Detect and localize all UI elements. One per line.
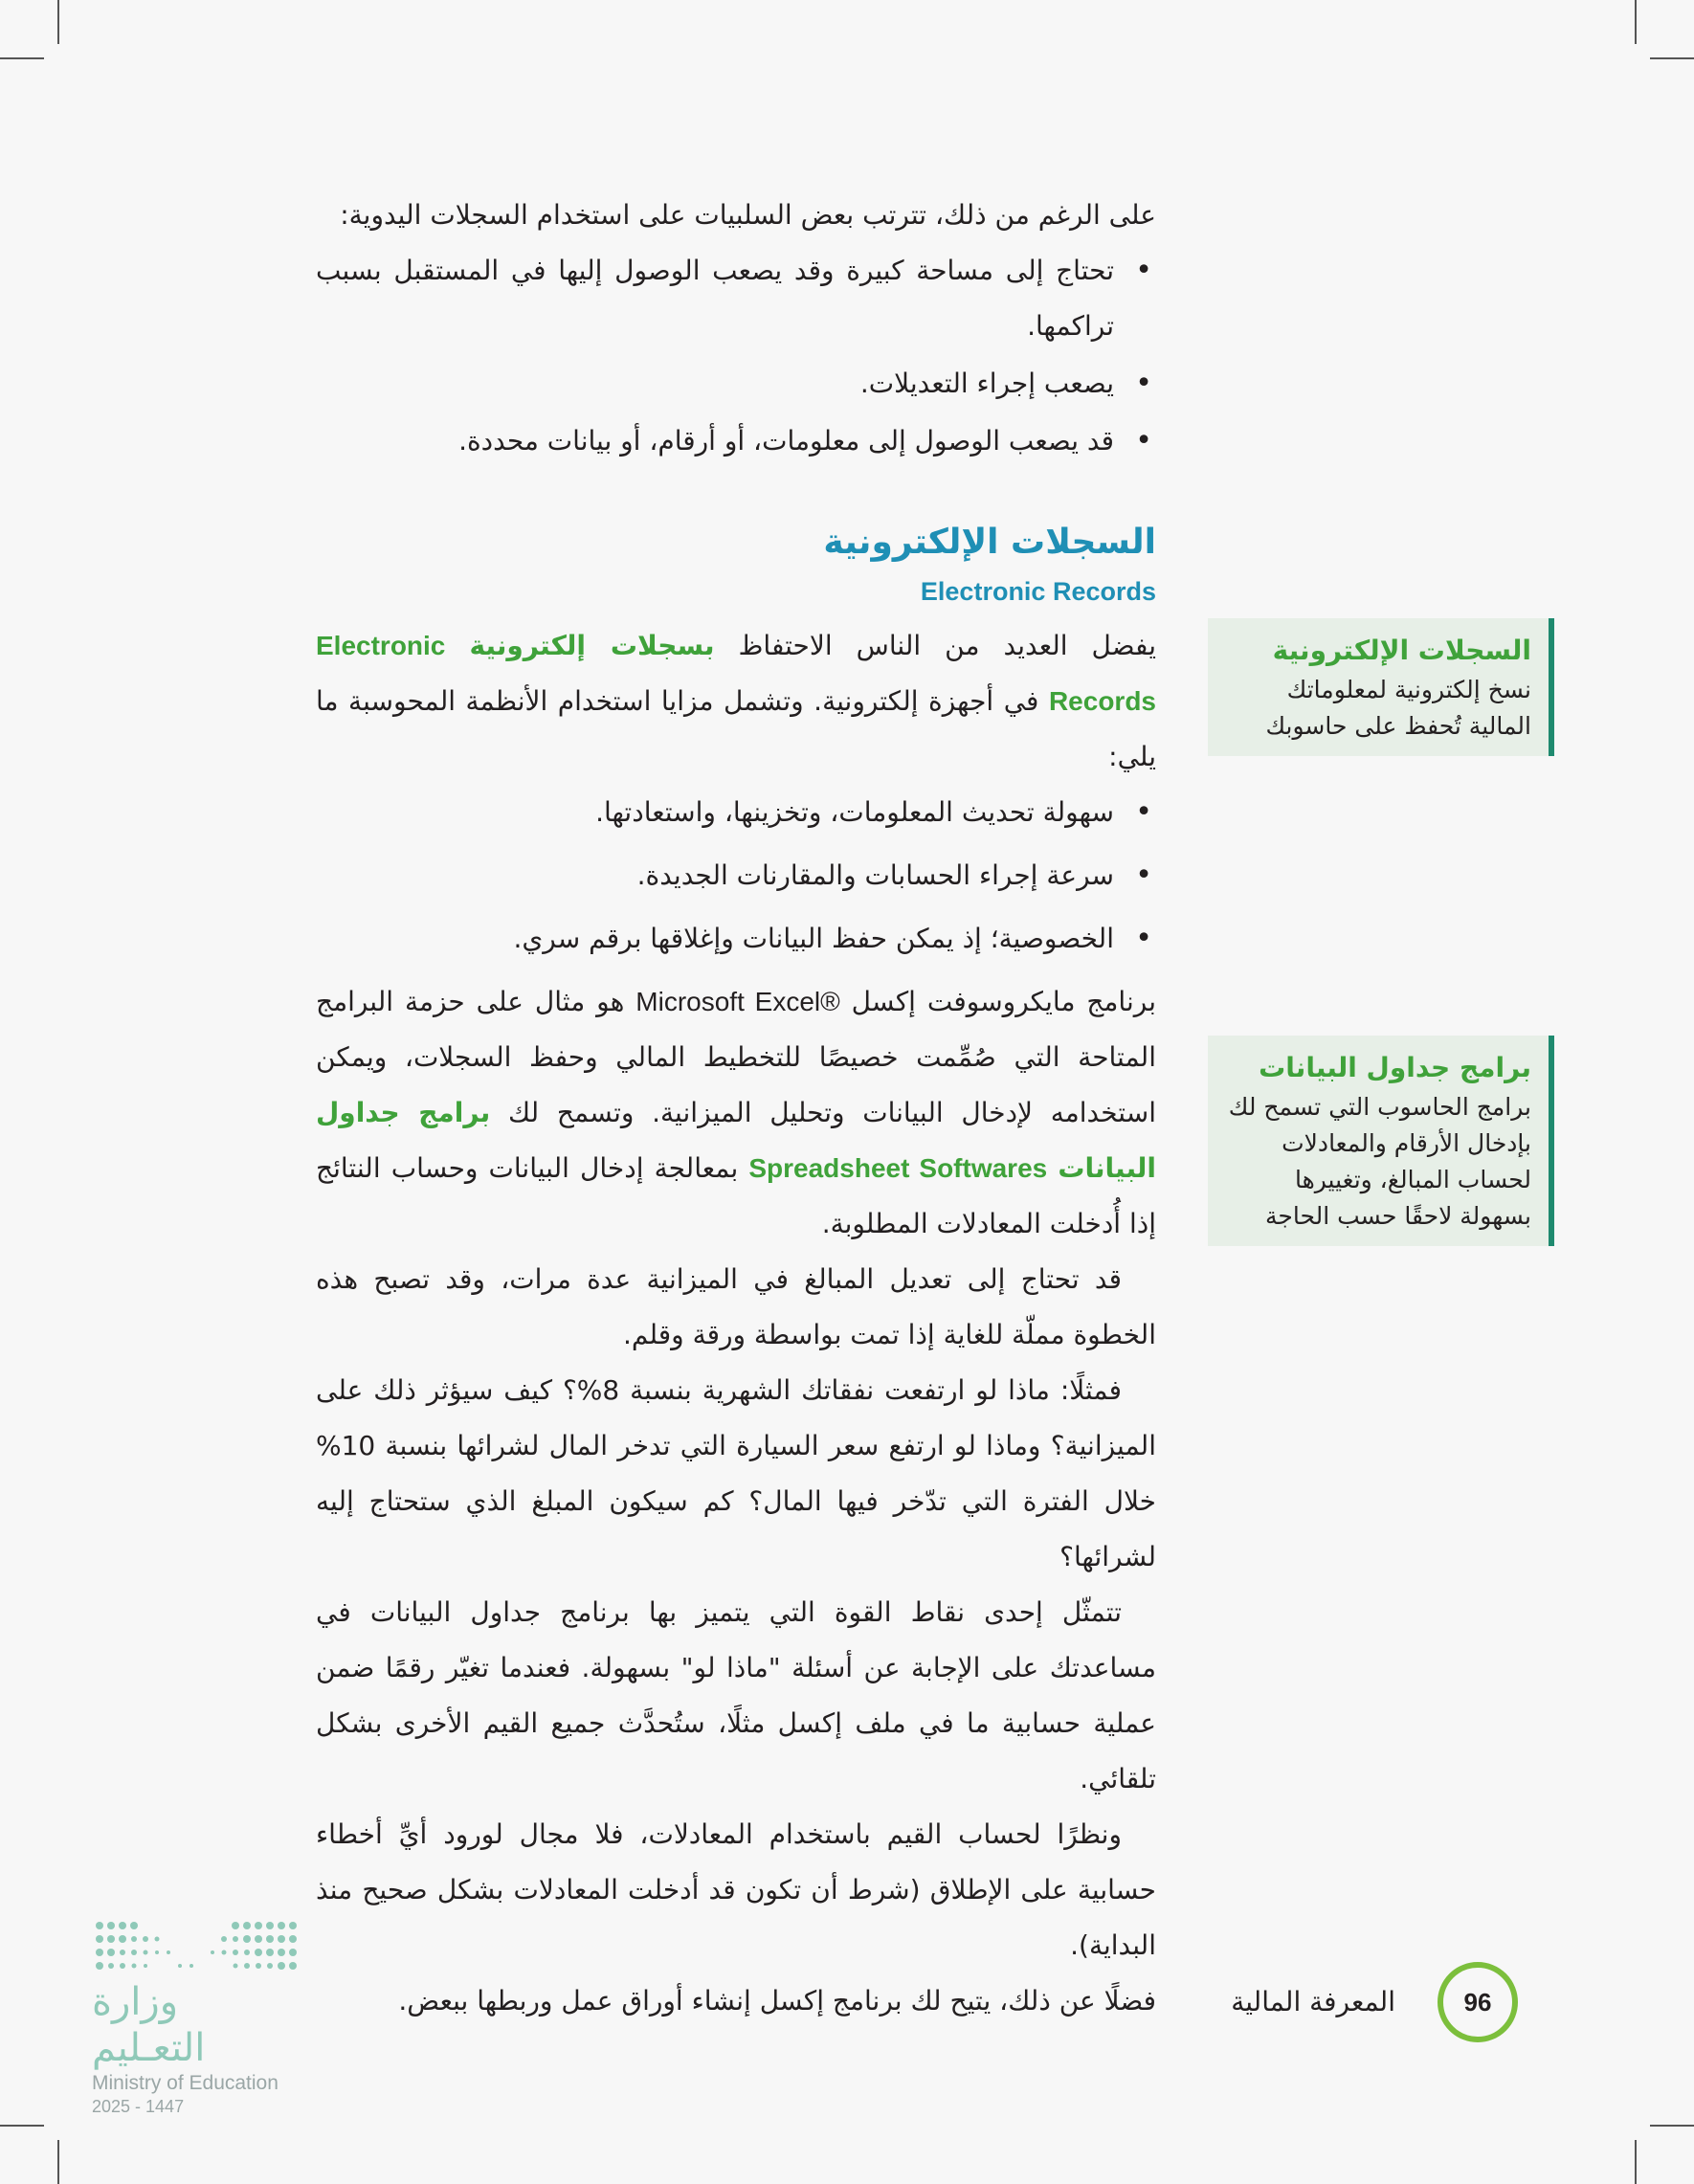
paragraph-text: هو مثال على حزمة البرامج المتاحة التي صُمِّمت خصيصًا للتخطيط المالي وحفظ السجلات، ويمكن استخدامه لإدخال البيانات وتحليل الميزانية. وتسمح لك [316, 986, 1156, 1128]
ministry-name-en: Ministry of Education [92, 2072, 279, 2094]
glossary-spreadsheet-software [1208, 1036, 1554, 1246]
list-item: • الخصوصية؛ إذ يمكن حفظ البيانات وإغلاقها برقم سري. [316, 911, 1156, 967]
paragraph-text: بمعالجة إدخال البيانات وحساب النتائج إذا أُدخلت المعادلات المطلوبة. [316, 1152, 1156, 1239]
ministry-logo [92, 1918, 302, 2117]
section-title-ar: السجلات الإلكترونية [823, 523, 1156, 562]
adjust-paragraph: قد تحتاج إلى تعديل المبالغ في الميزانية عدة مرات، وقد تصبح هذه الخطوة مملّة للغاية إذا تمت بواسطة ورقة وقلم. [316, 1263, 1156, 1350]
main-text [316, 188, 1156, 2029]
key-term-ar: بسجلات إلكترونية [469, 630, 715, 661]
electronic-records-paragraph [316, 618, 1156, 785]
list-item: • يصعب إجراء التعديلات. [316, 356, 1156, 412]
list-item: • تحتاج إلى مساحة كبيرة وقد يصعب الوصول إليها في المستقبل بسبب تراكمها. [316, 243, 1156, 354]
excel-name: Microsoft Excel® [635, 987, 840, 1016]
manual-drawbacks-list [316, 243, 1156, 469]
crop-mark [57, 0, 59, 44]
list-item: • سرعة إجراء الحسابات والمقارنات الجديدة. [316, 848, 1156, 903]
key-term-en: Electronic Records [316, 631, 1156, 716]
crop-mark [1650, 57, 1694, 59]
list-item: • قد يصعب الوصول إلى معلومات، أو أرقام، أو بيانات محددة. [316, 413, 1156, 469]
ministry-name-ar: وزارة التعـليم [92, 1980, 206, 2070]
example-paragraph: فمثلًا: ماذا لو ارتفعت نفقاتك الشهرية بنسبة 8%؟ كيف سيؤثر ذلك على الميزانية؟ وماذا لو ارتفع سعر السيارة التي تدخر المال لشرائها بنسبة 10% خلال الفترة التي تدّخر فيها المال؟ كم سيكون المبلغ الذي ستحتاج إليه لشرائها؟ [316, 1374, 1156, 1572]
glossary-term: برامج جداول البيانات [1259, 1052, 1531, 1083]
crop-mark [0, 2125, 44, 2127]
key-term-ar: برامج جداول البيانات [316, 1097, 1156, 1184]
key-term-en: Spreadsheet Softwares [748, 1153, 1048, 1183]
glossary-electronic-records [1208, 618, 1554, 756]
electronic-benefits-list [316, 785, 1156, 967]
footer-book-title: المعرفة المالية [1231, 1986, 1395, 2017]
paragraph-text: برنامج مايكروسوفت إكسل [839, 986, 1156, 1017]
section-title-en: Electronic Records [920, 577, 1156, 606]
dots-logo-icon [92, 1918, 302, 1972]
glossary-term: السجلات الإلكترونية [1272, 635, 1531, 666]
paragraph-text: في أجهزة إلكترونية. وتشمل مزايا استخدام الأنظمة المحوسبة ما يلي: [316, 685, 1156, 772]
intro-line: على الرغم من ذلك، تترتب بعض السلبيات على استخدام السجلات اليدوية: [340, 199, 1156, 231]
crop-mark [0, 57, 44, 59]
sheets-paragraph: فضلًا عن ذلك، يتيح لك برنامج إكسل إنشاء أوراق عمل وربطها ببعض. [398, 1985, 1156, 2017]
ministry-year: 2025 - 1447 [92, 2097, 185, 2116]
crop-mark [1635, 0, 1637, 44]
page-number: 96 [1438, 1962, 1518, 2042]
crop-mark [57, 2140, 59, 2184]
glossary-definition: نسخ إلكترونية لمعلوماتك المالية تُحفظ على حاسوبك [1265, 676, 1531, 740]
glossary-definition: برامج الحاسوب التي تسمح لك بإدخال الأرقام والمعادلات لحساب المبالغ، وتغييرها بسهولة لاحقًا حسب الحاجة [1228, 1093, 1531, 1230]
equations-paragraph: ونظرًا لحساب القيم باستخدام المعادلات، فلا مجال لورود أيِّ أخطاء حسابية على الإطلاق (شرط أن تكون قد أدخلت المعادلات بشكل صحيح منذ البداية). [316, 1818, 1156, 1961]
paragraph-text: يفضل العديد من الناس الاحتفاظ [714, 630, 1156, 661]
excel-paragraph [316, 974, 1156, 1252]
crop-mark [1650, 2125, 1694, 2127]
list-item: • سهولة تحديث المعلومات، وتخزينها، واستعادتها. [316, 785, 1156, 840]
strength-paragraph: تتمثّل إحدى نقاط القوة التي يتميز بها برنامج جداول البيانات في مساعدتك على الإجابة عن أسئلة "ماذا لو" بسهولة. فعندما تغيّر رقمًا ضمن عملية حسابية ما في ملف إكسل مثلًا، ستُحدَّث جميع القيم الأخرى بشكل تلقائي. [316, 1596, 1156, 1794]
crop-mark [1635, 2140, 1637, 2184]
